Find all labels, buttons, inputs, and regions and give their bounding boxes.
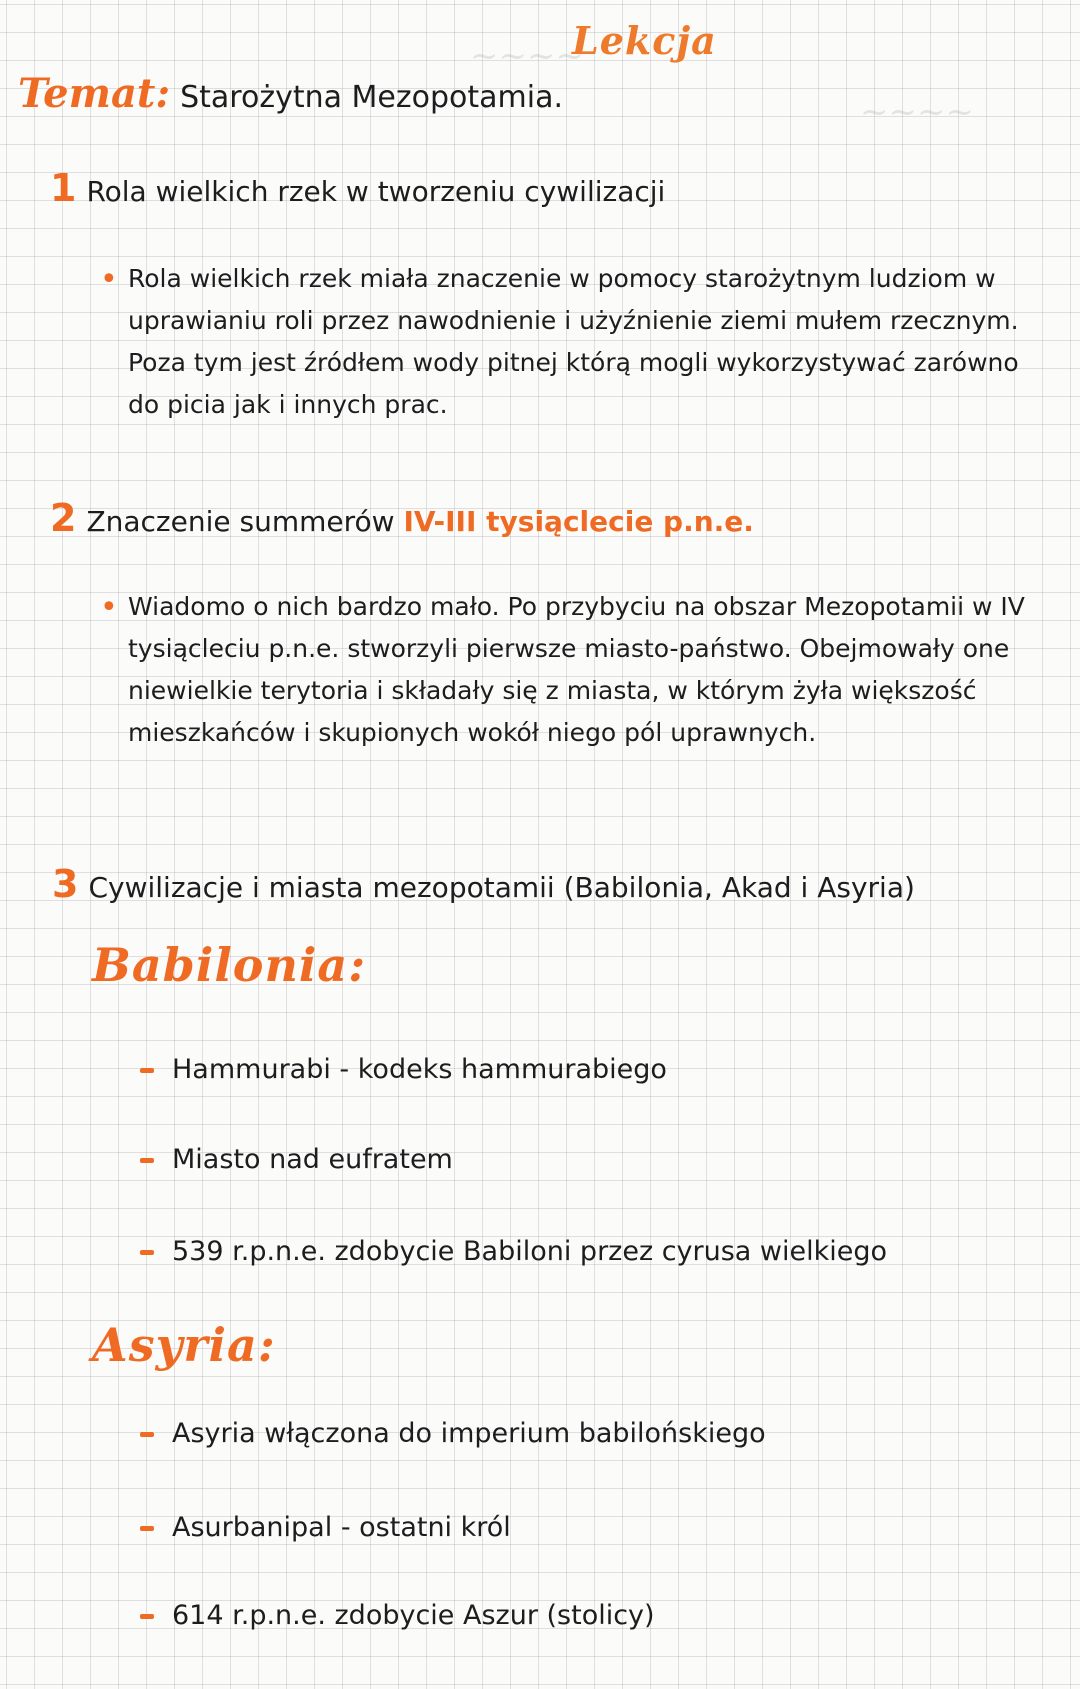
list-item: 539 r.p.n.e. zdobycie Babiloni przez cyrusa wielkiego — [140, 1236, 887, 1267]
title-label: Temat: — [18, 70, 171, 117]
dash-icon — [140, 1158, 154, 1163]
subheading-asyria: Asyria: — [92, 1318, 276, 1372]
section-heading-2 — [50, 496, 754, 540]
bullet-icon: • — [100, 590, 118, 625]
section-number: 3 — [52, 862, 79, 906]
list-item: Miasto nad eufratem — [140, 1144, 453, 1175]
section-heading-text: Znaczenie summerów — [86, 505, 395, 538]
dash-icon — [140, 1526, 154, 1531]
section-number: 1 — [50, 166, 77, 210]
section-number: 2 — [50, 496, 77, 540]
bleed-through-mark: ~~~~ — [860, 92, 974, 132]
dash-icon — [140, 1432, 154, 1437]
bleed-through-mark: ~~~~ — [470, 36, 584, 76]
section-heading-1 — [50, 166, 665, 210]
section-1-paragraph: Rola wielkich rzek miała znaczenie w pomocy starożytnym ludziom w uprawianiu roli przez nawodnienie i użyźnienie ziemi mułem rzecznym. Poza tym jest źródłem wody pitnej którą mogli wykorzystywać zarówno do picia jak i innych prac. — [128, 264, 1019, 419]
section-2-paragraph: Wiadomo o nich bardzo mało. Po przybyciu na obszar Mezopotamii w IV tysiącleciu p.n.e. stworzyli pierwsze miasto-państwo. Obejmowały one niewielkie terytoria i składały się z miasta, w którym żyła większość mieszkańców i skupionych wokół niego pól uprawnych. — [128, 592, 1025, 747]
period-label: IV-III tysiąclecie p.n.e. — [403, 505, 754, 538]
subheading-babilonia: Babilonia: — [92, 938, 367, 992]
dash-icon — [140, 1250, 154, 1255]
list-item: Hammurabi - kodeks hammurabiego — [140, 1054, 667, 1085]
section-heading-text: Cywilizacje i miasta mezopotamii — [88, 871, 555, 904]
list-item: Asyria włączona do imperium babilońskiego — [140, 1418, 766, 1449]
dash-icon — [140, 1614, 154, 1619]
section-heading-text: Rola wielkich rzek w tworzeniu cywilizacji — [86, 175, 666, 208]
list-item: Asurbanipal - ostatni król — [140, 1512, 511, 1543]
dash-icon — [140, 1068, 154, 1073]
list-item: 614 r.p.n.e. zdobycie Aszur (stolicy) — [140, 1600, 655, 1631]
bullet-icon: • — [100, 262, 118, 297]
lesson-label: Lekcja — [572, 18, 717, 63]
section-heading-paren: (Babilonia, Akad i Asyria) — [563, 871, 915, 904]
title-text: Starożytna Mezopotamia. — [180, 80, 563, 115]
page-title — [18, 70, 563, 117]
section-heading-3 — [52, 862, 915, 906]
